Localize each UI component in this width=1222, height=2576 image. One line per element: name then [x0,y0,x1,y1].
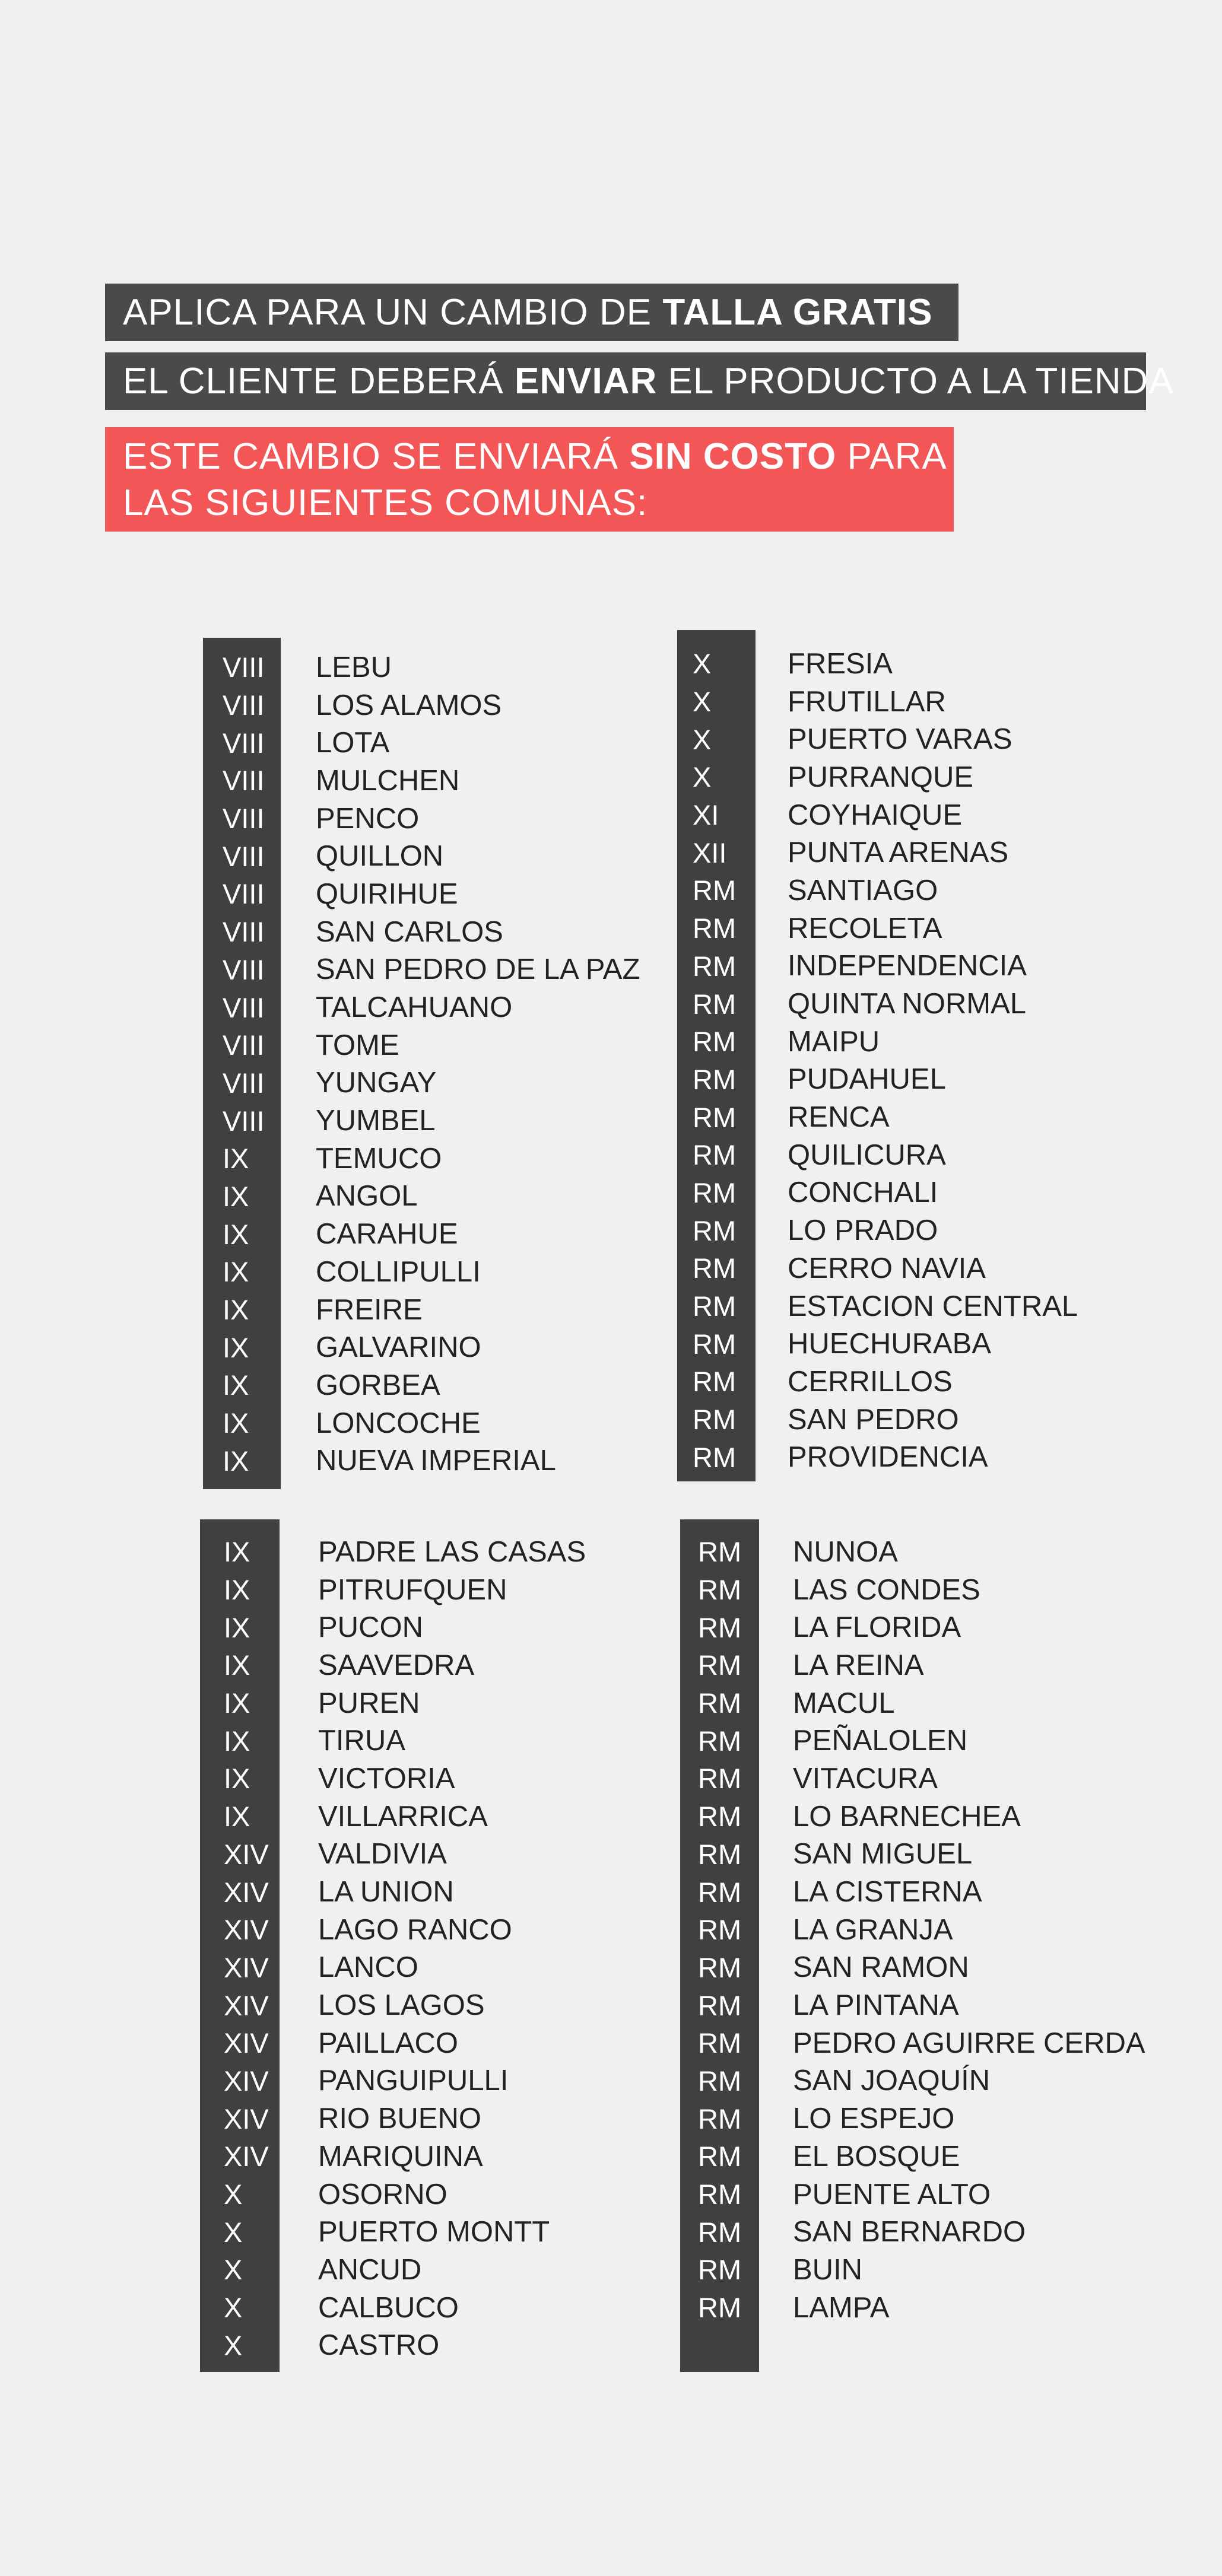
region-code: RM [698,2141,742,2173]
region-code: X [693,723,712,755]
commune-row [200,2251,586,2289]
commune-name: PEÑALOLEN [793,1725,968,1757]
region-code: IX [223,1331,249,1363]
commune-name: LA GRANJA [793,1913,953,1946]
commune-row [203,1253,640,1291]
commune-row [203,1064,640,1102]
region-code: IX [224,1536,250,1568]
commune-row [203,1215,640,1253]
region-code: VIII [223,1067,265,1099]
region-code: XIV [224,1838,269,1870]
commune-name: CERRILLOS [788,1365,953,1398]
commune-row [680,1722,1145,1760]
commune-name: TALCAHUANO [316,991,513,1024]
region-code: VIII [223,916,265,948]
region-code: VIII [223,689,265,721]
commune-row [680,1571,1145,1609]
region-code: VIII [223,878,265,910]
region-code: VIII [223,953,265,985]
commune-row [203,1178,640,1216]
region-code: RM [693,912,737,944]
commune-row [203,837,640,875]
region-code: RM [698,1536,742,1568]
commune-name: YUNGAY [316,1067,437,1099]
region-code: RM [698,1725,742,1757]
banner-free-size-change [105,284,958,341]
commune-list-2 [677,645,1078,1476]
commune-row [677,947,1078,985]
region-code: VIII [223,991,265,1023]
commune-row [203,913,640,951]
region-code: RM [698,1876,742,1908]
commune-name: PANGUIPULLI [318,2065,509,2097]
commune-name: CALBUCO [318,2291,459,2324]
commune-name: QUILICURA [788,1138,946,1171]
region-code: RM [698,1914,742,1946]
region-code: RM [693,1176,737,1209]
commune-row [677,645,1078,683]
commune-name: SANTIAGO [788,874,938,907]
commune-row [200,2062,586,2100]
commune-row [200,1646,586,1684]
commune-row [677,1363,1078,1401]
commune-row [203,1404,640,1442]
commune-name: PITRUFQUEN [318,1573,507,1606]
region-code: X [224,2179,243,2211]
region-code: RM [698,1989,742,2021]
commune-name: SAN BERNARDO [793,2216,1026,2249]
commune-row [200,1760,586,1798]
region-code: X [224,2329,243,2361]
commune-row [677,1287,1078,1325]
commune-row [680,1911,1145,1949]
commune-name: PUENTE ALTO [793,2178,991,2211]
commune-row [677,1023,1078,1061]
commune-row [677,1061,1078,1099]
commune-row [680,1533,1145,1571]
commune-name: INDEPENDENCIA [788,950,1027,982]
commune-name: OSORNO [318,2178,447,2211]
commune-row [200,2326,586,2364]
commune-name: VILLARRICA [318,1800,488,1833]
commune-name: PROVIDENCIA [788,1441,988,1474]
commune-name: FRUTILLAR [788,685,946,718]
commune-name: SAN PEDRO DE LA PAZ [316,953,640,986]
commune-name: LA FLORIDA [793,1611,961,1644]
commune-row [200,1911,586,1949]
commune-row [677,1098,1078,1136]
region-code: IX [224,1725,250,1757]
commune-name: LAGO RANCO [318,1913,512,1946]
commune-row [680,2062,1145,2100]
region-code: XIV [224,1876,269,1908]
commune-name: QUIRIHUE [316,877,458,910]
region-code: RM [698,2103,742,2135]
region-code: IX [223,1256,249,1288]
commune-name: QUINTA NORMAL [788,988,1027,1020]
commune-name: TIRUA [318,1725,405,1757]
commune-name: PAILLACO [318,2027,459,2059]
commune-row [203,1442,640,1480]
commune-name: RIO BUENO [318,2103,481,2135]
commune-row [677,1438,1078,1476]
commune-row [200,1836,586,1874]
region-code: VIII [223,727,265,759]
region-code: XIV [224,1989,269,2021]
commune-name: GALVARINO [316,1331,481,1364]
commune-name: COYHAIQUE [788,799,963,831]
commune-row [200,2100,586,2138]
commune-name: LO PRADO [788,1214,938,1247]
commune-row [680,2251,1145,2289]
commune-name: LA CISTERNA [793,1876,982,1909]
region-code: RM [698,1574,742,1606]
commune-row [677,796,1078,834]
region-code: RM [693,1441,737,1473]
commune-name: SAN JOAQUÍN [793,2065,991,2097]
region-code: RM [698,2065,742,2097]
commune-row [203,724,640,762]
region-code: RM [698,2254,742,2286]
commune-name: CERRO NAVIA [788,1252,986,1284]
region-code: XI [693,799,719,831]
commune-row [677,758,1078,796]
commune-name: LEBU [316,651,392,683]
commune-name: LA PINTANA [793,1989,959,2022]
region-code: VIII [223,765,265,797]
commune-name: PUERTO VARAS [788,723,1012,756]
region-code: RM [698,2292,742,2324]
region-code: XIV [224,2065,269,2097]
commune-name: LOTA [316,727,390,759]
commune-row [203,800,640,838]
commune-name: PADRE LAS CASAS [318,1535,586,1568]
commune-row [677,872,1078,909]
commune-name: LO BARNECHEA [793,1800,1021,1833]
commune-row [200,1949,586,1987]
commune-row [203,762,640,800]
commune-name: CARAHUE [316,1218,458,1251]
region-code: RM [693,874,737,907]
region-code: XIV [224,2103,269,2135]
commune-row [680,2213,1145,2251]
commune-row [680,1986,1145,2024]
commune-list-3 [200,1533,586,2364]
commune-row [203,875,640,913]
commune-row [677,1211,1078,1249]
commune-name: SAN RAMON [793,1951,969,1984]
region-code: RM [693,1252,737,1284]
region-code: RM [693,950,737,982]
region-code: VIII [223,803,265,835]
commune-name: YUMBEL [316,1105,436,1137]
commune-name: PUCON [318,1611,423,1644]
region-code: RM [693,1063,737,1095]
banner3-bold: SIN COSTO [629,436,837,477]
banner3-text-end: PARA [836,436,947,477]
banner3-text: ESTE CAMBIO SE ENVIARÁ [123,436,630,477]
commune-row [203,1140,640,1178]
commune-row [680,1684,1145,1722]
region-code: RM [693,1101,737,1133]
commune-row [203,648,640,686]
commune-name: FREIRE [316,1293,423,1326]
region-code: XIV [224,1951,269,1983]
commune-name: SAN PEDRO [788,1403,959,1436]
commune-row [203,1366,640,1404]
commune-row [203,1102,640,1140]
commune-row [203,686,640,724]
commune-row [677,720,1078,758]
commune-name: CASTRO [318,2329,440,2362]
region-code: RM [698,1951,742,1983]
commune-row [680,2100,1145,2138]
commune-row [203,1291,640,1329]
banner2-text-end: EL PRODUCTO A LA TIENDA [657,361,1174,402]
commune-row [200,2176,586,2214]
commune-name: VALDIVIA [318,1838,447,1871]
region-code: IX [224,1574,250,1606]
region-code: RM [698,1763,742,1795]
commune-row [680,1873,1145,1911]
commune-name: MAIPU [788,1025,880,1058]
commune-row [677,1174,1078,1212]
commune-row [677,909,1078,947]
commune-row [200,1986,586,2024]
commune-name: CONCHALI [788,1176,938,1209]
region-code: XIV [224,2027,269,2059]
commune-row [677,1401,1078,1439]
commune-row [680,2024,1145,2062]
commune-name: SAN CARLOS [316,915,503,948]
commune-name: FRESIA [788,647,893,680]
commune-name: VICTORIA [318,1762,455,1795]
commune-row [200,1571,586,1609]
commune-row [200,2138,586,2176]
commune-name: RENCA [788,1101,890,1134]
commune-name: LOS ALAMOS [316,689,502,721]
region-code: IX [224,1801,250,1833]
commune-name: SAN MIGUEL [793,1838,973,1871]
commune-name: LO ESPEJO [793,2103,955,2135]
commune-list-4 [680,1533,1145,2326]
commune-row [203,951,640,989]
region-code: VIII [223,651,265,683]
commune-name: LA UNION [318,1876,454,1909]
commune-name: LANCO [318,1951,418,1984]
region-code: X [224,2292,243,2324]
region-code: IX [223,1369,249,1401]
region-code: RM [693,1404,737,1436]
commune-row [200,1608,586,1646]
commune-name: LAS CONDES [793,1573,980,1606]
region-code: IX [223,1445,249,1477]
banner2-bold: ENVIAR [515,361,658,402]
region-code: IX [223,1407,249,1439]
region-code: RM [698,1649,742,1681]
region-code: XIV [224,2141,269,2173]
commune-name: EL BOSQUE [793,2140,960,2173]
commune-name: LOS LAGOS [318,1989,485,2022]
region-code: X [693,648,712,680]
commune-row [680,2176,1145,2214]
commune-row [677,683,1078,721]
commune-row [200,1798,586,1836]
region-code: RM [698,2179,742,2211]
commune-name: NUEVA IMPERIAL [316,1445,556,1477]
commune-name: VITACURA [793,1762,938,1795]
region-code: RM [693,988,737,1020]
region-code: X [693,761,712,793]
commune-row [200,2289,586,2327]
commune-name: PUERTO MONTT [318,2216,550,2249]
commune-name: SAAVEDRA [318,1649,475,1681]
region-code: RM [698,2216,742,2248]
region-code: VIII [223,1105,265,1137]
commune-row [203,1026,640,1064]
commune-name: PUREN [318,1687,420,1719]
region-code: IX [223,1218,249,1250]
region-code: RM [693,1026,737,1058]
commune-row [680,1760,1145,1798]
region-code: X [693,686,712,718]
commune-name: PEDRO AGUIRRE CERDA [793,2027,1145,2059]
commune-name: QUILLON [316,840,444,873]
region-code: VIII [223,1029,265,1061]
commune-row [677,1325,1078,1363]
commune-name: LAMPA [793,2291,890,2324]
commune-name: COLLIPULLI [316,1255,481,1288]
region-code: XIV [224,1914,269,1946]
region-code: IX [223,1143,249,1175]
region-code: X [224,2254,243,2286]
commune-name: PUNTA ARENAS [788,837,1009,869]
commune-name: TOME [316,1029,399,1061]
commune-row [203,1328,640,1366]
commune-name: ANCUD [318,2253,422,2286]
commune-name: PUDAHUEL [788,1063,946,1096]
commune-row [680,2289,1145,2327]
commune-row [680,1949,1145,1987]
commune-name: HUECHURABA [788,1328,992,1360]
banner1-text: APLICA PARA UN CAMBIO DE [123,292,663,333]
commune-name: LA REINA [793,1649,924,1681]
banner3-line2: LAS SIGUIENTES COMUNAS: [123,482,648,523]
commune-row [680,1798,1145,1836]
region-code: IX [223,1180,249,1212]
commune-name: NUNOA [793,1535,898,1568]
commune-name: LONCOCHE [316,1407,481,1439]
commune-name: RECOLETA [788,912,942,944]
commune-name: MARIQUINA [318,2140,483,2173]
commune-row [680,2138,1145,2176]
region-code: RM [698,1801,742,1833]
commune-name: PENCO [316,802,420,835]
region-code: RM [693,1366,737,1398]
region-code: RM [698,1838,742,1870]
region-code: RM [693,1139,737,1171]
region-code: VIII [223,840,265,872]
region-code: RM [698,1687,742,1719]
region-code: RM [693,1290,737,1322]
commune-row [677,985,1078,1023]
commune-row [680,1608,1145,1646]
banner1-bold: TALLA GRATIS [662,292,933,333]
banner2-text: EL CLIENTE DEBERÁ [123,361,515,402]
commune-row [203,988,640,1026]
region-code: IX [224,1649,250,1681]
region-code: RM [698,2027,742,2059]
region-code: RM [693,1214,737,1246]
region-code: IX [224,1687,250,1719]
commune-name: MACUL [793,1687,895,1719]
banner-no-cost-communes [105,427,954,532]
commune-list-1 [203,648,640,1480]
commune-row [677,1136,1078,1174]
commune-row [200,2024,586,2062]
region-code: X [224,2216,243,2248]
commune-name: GORBEA [316,1369,440,1401]
commune-row [200,1722,586,1760]
commune-row [680,1836,1145,1874]
region-code: IX [223,1294,249,1326]
commune-row [200,1533,586,1571]
commune-name: PURRANQUE [788,761,974,793]
region-code: IX [224,1611,250,1643]
commune-row [680,1646,1145,1684]
region-code: RM [693,1328,737,1360]
commune-row [200,2213,586,2251]
region-code: IX [224,1763,250,1795]
commune-name: TEMUCO [316,1142,442,1175]
commune-name: BUIN [793,2253,863,2286]
commune-name: ESTACION CENTRAL [788,1290,1078,1322]
commune-row [200,1684,586,1722]
commune-row [677,834,1078,872]
region-code: RM [698,1611,742,1643]
region-code: XII [693,837,727,869]
commune-row [200,1873,586,1911]
commune-row [677,1249,1078,1287]
commune-name: MULCHEN [316,764,460,797]
commune-name: ANGOL [316,1180,418,1213]
banner-send-product [105,352,1174,410]
